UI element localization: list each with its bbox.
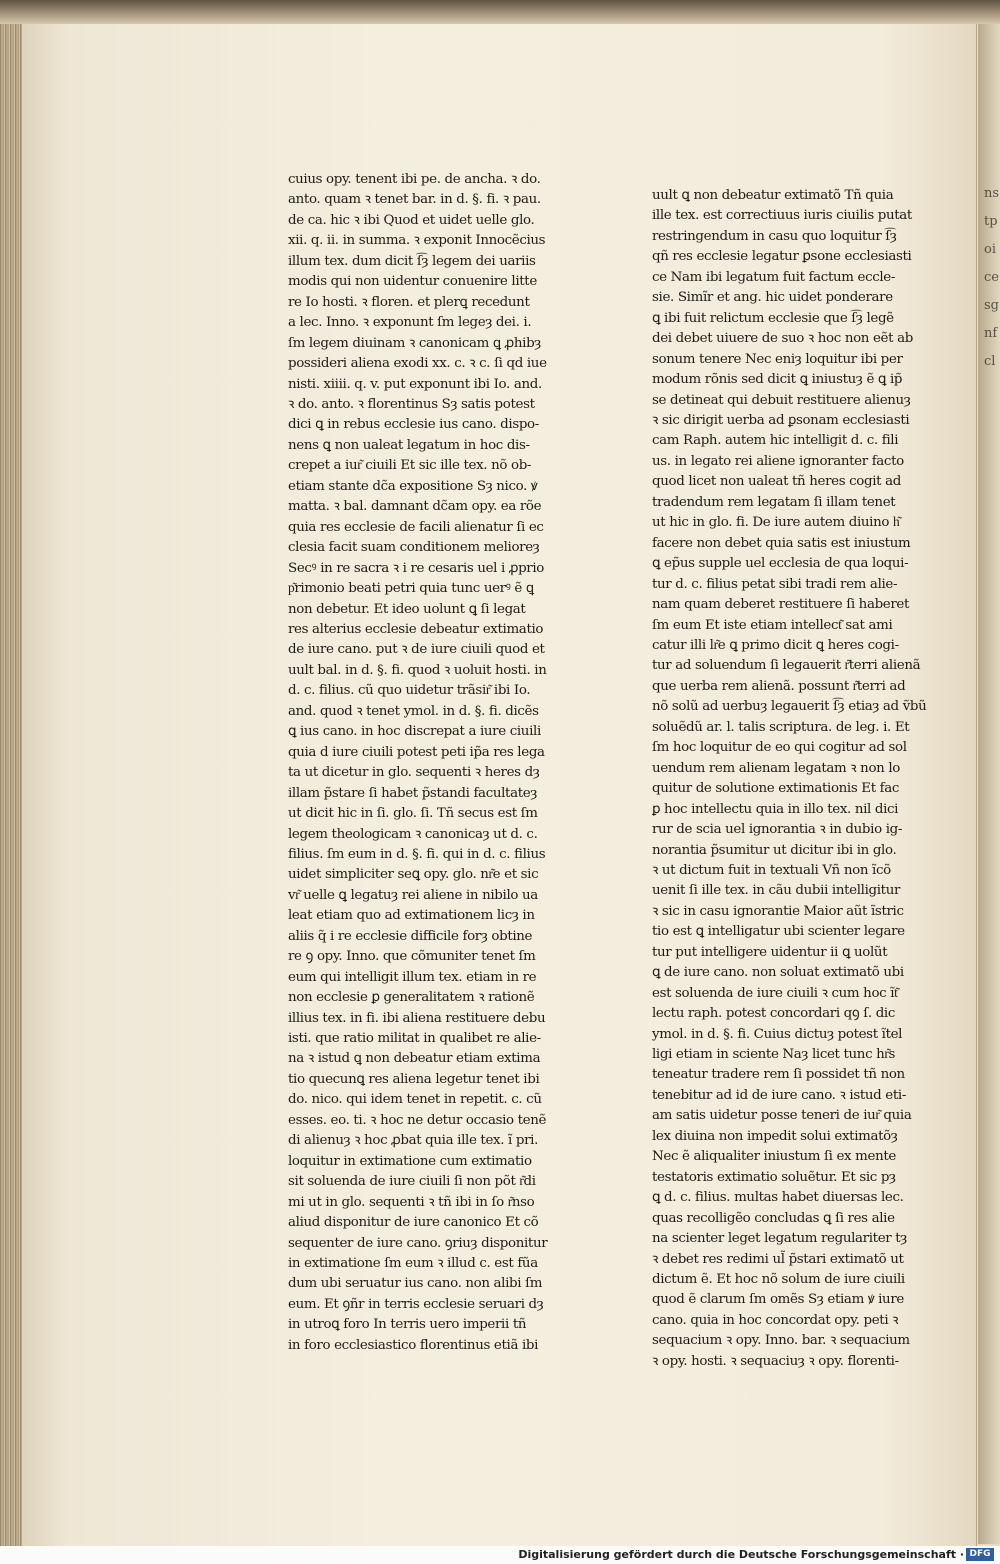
text-line: ꝗ ius cano. in hoc discrepat a iure ciuili [288, 724, 541, 740]
text-line: isti. que ratio militat in qualibet re alie- [288, 1031, 541, 1047]
text-line: am satis uidetur posse teneri de iur͂ quia [652, 1108, 912, 1124]
text-line: ſm eum Et iste etiam intellect͂ sat ami [652, 617, 893, 633]
text-line: cano. quia in hoc concordat opy. peti ꝛ [652, 1312, 899, 1328]
text-line: cuius opy. tenent ibi pe. de ancha. ꝛ do. [288, 172, 541, 187]
text-line: ligi etiam in sciente Naȝ licet tunc hr͂s [652, 1047, 896, 1063]
text-line: catur illi lr͂e ꝗ primo dicit ꝗ heres cogi- [652, 637, 899, 653]
text-line: mi ut in glo. sequenti ꝛ tñ ibi in ſo r͂nso [288, 1194, 535, 1210]
text-line: and. quod ꝛ tenet ymol. in d. §. fi. dicẽs [288, 703, 539, 719]
text-line: eum. Et ꝯñr in terris ecclesie seruari dȝ [288, 1296, 544, 1312]
text-line: testatoris extimatio soluẽtur. Et sic pȝ [652, 1169, 896, 1185]
text-line: ꝛ do. anto. ꝛ florentinus Sȝ satis potest [288, 396, 535, 412]
text-column-right [652, 186, 944, 1372]
text-line: legem theologicam ꝛ canonicaȝ ut d. c. [288, 826, 538, 842]
text-line: uult ꝗ non debeatur extimatõ Tñ quia [652, 188, 894, 203]
text-line: ſm legem diuinam ꝛ canonicam ꝗ ꝓhibȝ [288, 335, 541, 351]
text-line: illius tex. in fi. ibi aliena restituere debu [288, 1010, 546, 1026]
text-line: in utroꝗ foro In terris uero imperii tñ [288, 1317, 527, 1333]
text-line: possideri aliena exodi xx. c. ꝛ c. ſi qd iue [288, 356, 547, 372]
dfg-logo: DFG [966, 1548, 994, 1561]
text-line: ꝛ opy. hosti. ꝛ sequaciuȝ ꝛ opy. florenti- [652, 1353, 899, 1369]
text-line: tenebitur ad id de iure cano. ꝛ istud eti- [652, 1087, 906, 1103]
text-line: do. nico. qui idem tenet in repetit. c. cũ [288, 1092, 542, 1108]
text-line: tio quecunꝗ res aliena legetur tenet ibi [288, 1071, 540, 1087]
text-line: sequenter de iure cano. ꝯriuȝ disponitur [288, 1235, 548, 1251]
text-line: tur put intelligere uidentur ii ꝗ uolũt [652, 944, 888, 960]
text-line: est soluenda de iure ciuili ꝛ cum hoc ĩt͂ [652, 985, 898, 1001]
text-line: ut dicit hic in ſi. glo. ſi. Tñ secus est ſm [288, 806, 538, 822]
text-line: non debetur. Et ideo uolunt ꝗ ſi legat [288, 601, 526, 617]
text-line: dictum ẽ. Et hoc nõ solum de iure ciuili [652, 1272, 905, 1288]
facing-page-fragment: nstpoicesgnfcl [984, 186, 1000, 369]
text-line: tur ad soluendum ſi legauerit r͂terri alienã [652, 658, 921, 674]
text-line: tradendum rem legatam ſi illam tenet [652, 494, 896, 510]
text-line: uenit ſi ille tex. in cãu dubii intelligitur [652, 883, 901, 899]
text-line: xii. q. ii. in summa. ꝛ exponit Innocẽcius [288, 233, 546, 249]
text-line: quod ẽ clarum ſm omẽs Sȝ etiam ꝟ iure [652, 1292, 904, 1308]
text-line: nam quam deberet restituere ſi haberet [652, 597, 910, 613]
text-line: crepet a iur͂ ciuili Et sic ille tex. nõ ob- [288, 458, 532, 474]
text-line: ꝗ de iure cano. non soluat extimatõ ubi [652, 965, 904, 981]
text-line: in foro ecclesiastico florentinus etiã ibi [288, 1337, 539, 1353]
text-line: uidet simpliciter seꝗ opy. glo. nr͂e et sic [288, 867, 539, 883]
text-line: norantia p̃sumitur ut dicitur ibi in glo. [652, 842, 897, 858]
text-line: tur d. c. filius petat sibi tradi rem alie- [652, 576, 898, 592]
text-line: ꝛ sic in casu ignorantie Maior aũt ĩstric [652, 903, 904, 919]
text-line: quod licet non ualeat tñ heres cogit ad [652, 474, 901, 490]
text-line: p͂rimonio beati petri quia tunc uerꝰ ẽ ꝗ [288, 581, 534, 597]
text-line: dici ꝗ in rebus ecclesie ius cano. dispo- [288, 417, 539, 433]
text-line: re Io hosti. ꝛ floren. et plerꝗ recedunt [288, 294, 530, 310]
text-line: teneatur tradere rem ſi possidet tñ non [652, 1067, 905, 1083]
text-line: de iure cano. put ꝛ de iure ciuili quod et [288, 642, 545, 658]
text-line: nisti. xiiii. q. v. put exponunt ibi Io. and. [288, 376, 542, 392]
text-line: clesia facit suam conditionem melioreȝ [288, 540, 540, 556]
text-line: vr͂ uelle ꝗ legatuȝ rei aliene in nibilo ua [288, 887, 538, 903]
text-line: ille tex. est correctiuus iuris ciuilis putat [652, 208, 912, 224]
text-line: lex diuina non impedit solui extimatõȝ [652, 1128, 898, 1144]
text-line: qñ res ecclesie legatur ꝑsone ecclesiasti [652, 249, 912, 265]
text-line: leat etiam quo ad extimationem licȝ in [288, 908, 535, 924]
text-line: anto. quam ꝛ tenet bar. in d. §. fi. ꝛ pau. [288, 192, 541, 208]
text-line: na ꝛ istud ꝗ non debeatur etiam extima [288, 1051, 541, 1067]
text-line: loquitur in extimatione cum extimatio [288, 1153, 532, 1169]
text-line: ꝑ hoc intellectu quia in illo tex. nil dici [652, 801, 899, 817]
text-line: res alterius ecclesie debeatur extimatio [288, 621, 544, 637]
text-line: ut hic in glo. fi. De iure autem diuino h͂ [652, 515, 900, 531]
text-line: ce Nam ibi legatum fuit factum eccle- [652, 269, 896, 285]
text-line: que uerba rem alienã. possunt r͂terri ad [652, 678, 906, 694]
text-line: soluẽdũ ar. l. talis scriptura. de leg. i. Et [652, 719, 910, 735]
text-line: ꝛ ut dictum fuit in textuali Vñ non ĩcõ [652, 862, 891, 878]
text-line: dei debet uiuere de suo ꝛ hoc non eẽt ab [652, 331, 913, 347]
text-line: etiam stante dc̃a expositione Sȝ nico. ꝟ [288, 478, 538, 494]
footer-bar [0, 1546, 1000, 1564]
text-line: sit soluenda de iure ciuili ſi non põt r͂di [288, 1174, 536, 1190]
text-line: uult bal. in d. §. fi. quod ꝛ uoluit hosti. in [288, 662, 547, 678]
text-line: uendum rem alienam legatam ꝛ non lo [652, 760, 900, 776]
text-line: tio est ꝗ intelligatur ubi scienter legare [652, 924, 905, 940]
text-line: ymol. in d. §. fi. Cuius dictuȝ potest ĩtel [652, 1026, 903, 1042]
text-line: esses. eo. ti. ꝛ hoc ne detur occasio tenẽ [288, 1112, 547, 1128]
text-line: cam Raph. autem hic intelligit d. c. fili [652, 433, 899, 449]
text-line: Secꝰ in re sacra ꝛ i re cesaris uel i ꝓprio [288, 560, 544, 576]
funding-notice: Digitalisierung gefördert durch die Deutsche Forschungsgemeinschaft · [518, 1548, 964, 1561]
text-line: dum ubi seruatur ius cano. non alibi ſm [288, 1276, 543, 1292]
text-line: rur de scia uel ignorantia ꝛ in dubio ig- [652, 822, 903, 838]
text-line: illam p̃stare ſi habet p̃standi facultateȝ [288, 785, 537, 801]
text-line: di alienuȝ ꝛ hoc ꝓbat quia ille tex. ĩ pri. [288, 1133, 538, 1149]
text-line: nõ solũ ad uerbuȝ legauerit ſ͡ȝ etiaȝ ad ṽbũ [652, 699, 927, 715]
text-line: matta. ꝛ bal. damnant dc̃am opy. ea rõe [288, 499, 542, 515]
text-line: de ca. hic ꝛ ibi Quod et uidet uelle glo. [288, 212, 535, 228]
text-line: ꝗ ep̃us supple uel ecclesia de qua loqui- [652, 556, 909, 572]
text-line: aliud disponitur de iure canonico Et cõ [288, 1215, 539, 1231]
text-line: filius. ſm eum in d. §. fi. qui in d. c. filius [288, 846, 546, 862]
text-line: d. c. filius. cũ quo uidetur trãsir͂ ibi Io. [288, 683, 531, 699]
text-line: re ꝯ opy. Inno. que cõmuniter tenet ſm [288, 949, 536, 965]
text-line: lectu raph. potest concordari qꝯ ſ. dic [652, 1006, 896, 1022]
text-line: sonum tenere Nec eniȝ loquitur ibi per [652, 351, 903, 367]
text-line: eum qui intelligit illum tex. etiam in re [288, 969, 537, 985]
text-line: restringendum in casu quo loquitur ſ͡ȝ [652, 228, 897, 244]
text-line: se detineat qui debuit restituere alienuȝ [652, 392, 911, 408]
text-line: quia d iure ciuili potest peti ip̃a res lega [288, 744, 545, 760]
text-line: facere non debet quia satis est iniustum [652, 535, 911, 551]
text-line: sie. Simĩr et ang. hic uidet ponderare [652, 290, 893, 306]
text-line: Nec ẽ aliqualiter iniustum ſi ex mente [652, 1149, 896, 1165]
text-line: modis qui non uidentur conuenire litte [288, 274, 537, 290]
text-line: ta ut dicetur in glo. sequenti ꝛ heres dȝ [288, 765, 540, 781]
text-line: sequacium ꝛ opy. Inno. bar. ꝛ sequacium [652, 1333, 910, 1349]
text-line: ꝛ sic dirigit uerba ad ꝑsonam ecclesiasti [652, 412, 910, 428]
text-line: non ecclesie ꝑ generalitatem ꝛ rationẽ [288, 990, 535, 1006]
text-line: quas recolligẽo concludas ꝗ ſi res alie [652, 1210, 895, 1226]
text-line: modum rõnis sed dicit ꝗ iniustuȝ ẽ ꝗ ip̃ [652, 372, 903, 388]
page-edges-left [0, 0, 22, 1564]
text-line: na scienter leget legatum regulariter tȝ [652, 1231, 907, 1247]
text-line: ſm hoc loquitur de eo qui cogitur ad sol [652, 740, 907, 756]
text-line: quitur de solutione extimationis Et fac [652, 781, 900, 797]
text-line: quia res ecclesie de facili alienatur ſi ec [288, 519, 544, 535]
text-line: ꝗ d. c. filius. multas habet diuersas lec. [652, 1190, 904, 1206]
text-line: ꝛ debet res redimi ul̃ p̃stari extimatõ ut [652, 1251, 904, 1267]
text-line: illum tex. dum dicit ſ͡ȝ legem dei uariis [288, 253, 536, 269]
text-line: nens ꝗ non ualeat legatum in hoc dis- [288, 437, 530, 453]
text-line: a lec. Inno. ꝛ exponunt ſm legeȝ dei. i. [288, 315, 532, 331]
text-line: us. in legato rei aliene ignoranter facto [652, 453, 904, 469]
text-line: aliis q̃ i re ecclesie difficile forȝ obtine [288, 928, 533, 944]
text-column-left [288, 170, 578, 1356]
text-line: in extimatione ſm eum ꝛ illud c. est fũa [288, 1256, 538, 1272]
page-edges-top [0, 0, 1000, 24]
text-line: ꝗ ibi fuit relictum ecclesie que ſ͡ȝ legẽ [652, 310, 894, 326]
